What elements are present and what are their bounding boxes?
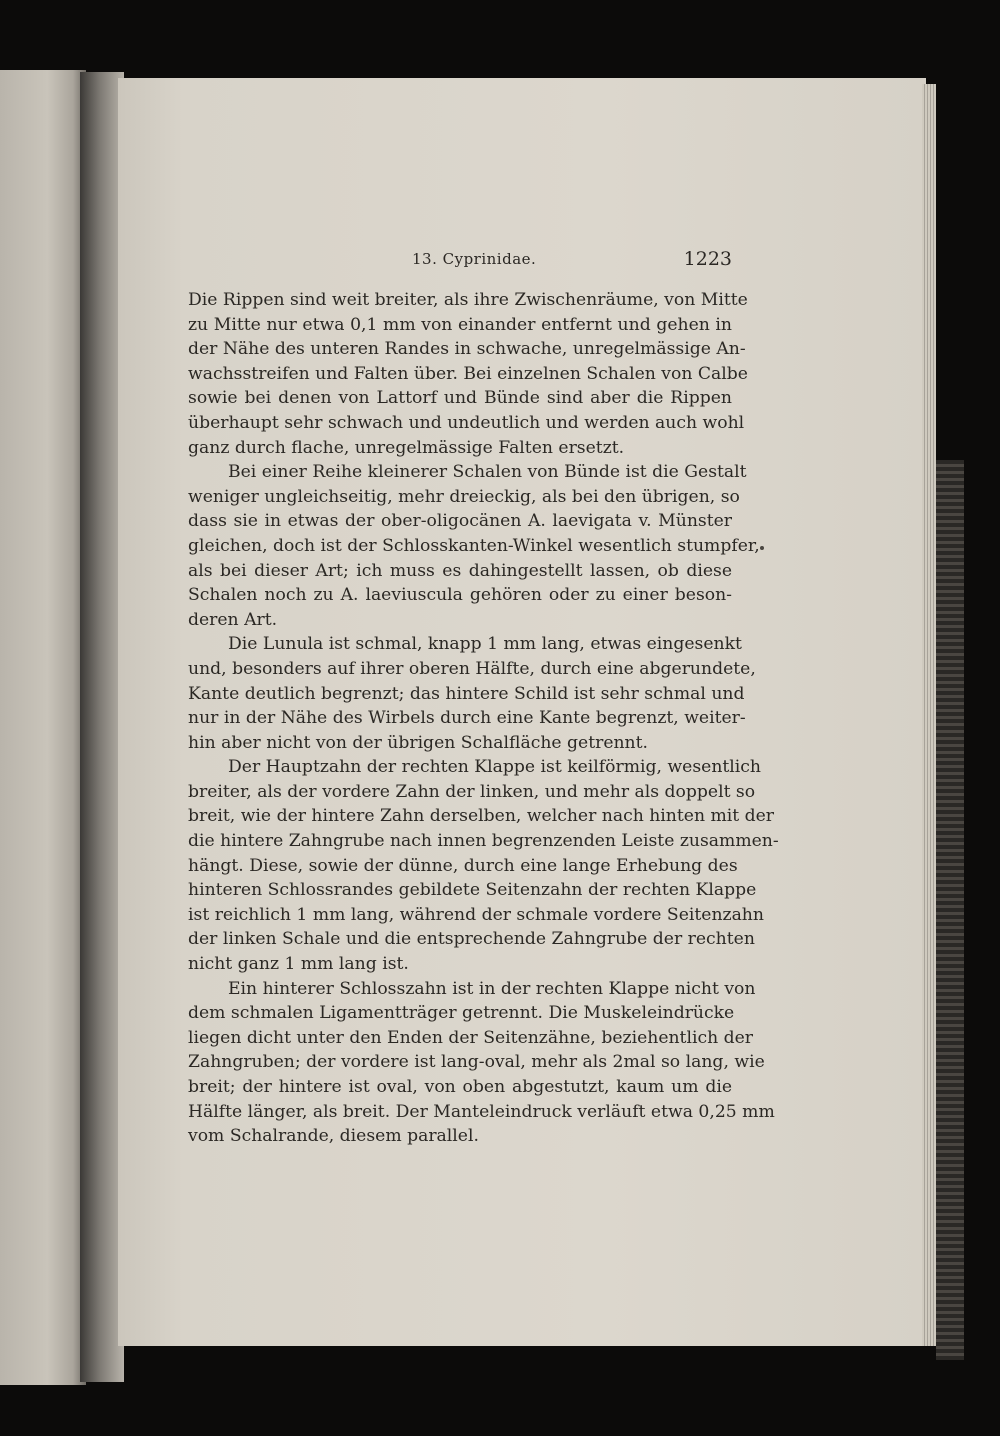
text-line: der Nähe des unteren Randes in schwache, unregelmässige An- xyxy=(188,339,746,360)
text-line: vom Schalrande, diesem parallel. xyxy=(188,1126,479,1147)
text-line: überhaupt sehr schwach und undeutlich und werden auch wohl xyxy=(188,412,745,433)
text-line: Zahngruben; der vordere ist lang-oval, mehr als 2mal so lang, wie xyxy=(188,1052,765,1073)
text-line: weniger ungleichseitig, mehr dreieckig, als bei den übrigen, so xyxy=(188,486,740,507)
text-line: nicht ganz 1 mm lang ist. xyxy=(188,954,409,975)
text-line: sowie bei denen von Lattorf und Bünde sind aber die Rippen xyxy=(188,388,732,409)
text-line: ist reichlich 1 mm lang, während der schmale vordere Seitenzahn xyxy=(188,904,764,925)
text-line: Der Hauptzahn der rechten Klappe ist keilförmig, wesentlich xyxy=(228,757,761,778)
body-text xyxy=(188,288,779,1149)
page-number: 1223 xyxy=(683,248,732,270)
text-line: Kante deutlich begrenzt; das hintere Schild ist sehr schmal und xyxy=(188,683,745,704)
text-line: deren Art. xyxy=(188,609,278,630)
text-line: Bei einer Reihe kleinerer Schalen von Bünde ist die Gestalt xyxy=(228,462,747,483)
text-line: breit; der hintere ist oval, von oben abgestutzt, kaum um die xyxy=(188,1077,732,1097)
text-line: als bei dieser Art; ich muss es dahingestellt lassen, ob diese xyxy=(188,560,732,581)
left-page-edge xyxy=(0,70,86,1385)
text-line: liegen dicht unter den Enden der Seitenzähne, beziehentlich der xyxy=(188,1027,754,1048)
section-title: 13. Cyprinidae. xyxy=(412,250,537,268)
text-line: zu Mitte nur etwa 0,1 mm von einander entfernt und gehen in xyxy=(188,314,732,335)
text-line: hin aber nicht von der übrigen Schalfläche getrennt. xyxy=(188,732,649,753)
text-line: die hintere Zahngrube nach innen begrenzenden Leiste zusammen- xyxy=(188,831,779,852)
text-line: hinteren Schlossrandes gebildete Seitenzahn der rechten Klappe xyxy=(188,880,757,901)
text-line: Die Rippen sind weit breiter, als ihre Zwischenräume, von Mitte xyxy=(188,290,748,310)
text-line: ganz durch flache, unregelmässige Falten ersetzt. xyxy=(188,437,625,458)
margin-speck xyxy=(760,546,764,550)
text-line: Schalen noch zu A. laeviuscula gehören oder zu einer beson- xyxy=(188,585,732,606)
text-line: hängt. Diese, sowie der dünne, durch eine lange Erhebung des xyxy=(188,855,738,876)
text-line: Ein hinterer Schlosszahn ist in der rechten Klappe nicht von xyxy=(228,978,756,999)
text-line: und, besonders auf ihrer oberen Hälfte, durch eine abgerundete, xyxy=(188,658,756,679)
text-line: breit, wie der hintere Zahn derselben, welcher nach hinten mit der xyxy=(188,806,775,827)
text-line: wachsstreifen und Falten über. Bei einzelnen Schalen von Calbe xyxy=(188,363,748,384)
text-line: dass sie in etwas der ober-oligocänen A. laevigata v. Münster xyxy=(188,511,732,532)
running-header xyxy=(188,248,732,278)
text-line: Hälfte länger, als breit. Der Manteleindruck verläuft etwa 0,25 mm xyxy=(188,1101,775,1122)
page-stack-edge xyxy=(922,84,936,1346)
text-line: breiter, als der vordere Zahn der linken, und mehr als doppelt so xyxy=(188,781,756,802)
text-line: gleichen, doch ist der Schlosskanten-Winkel wesentlich stumpfer, xyxy=(188,535,760,556)
text-line: nur in der Nähe des Wirbels durch eine Kante begrenzt, weiter- xyxy=(188,708,746,729)
text-line: dem schmalen Ligamentträger getrennt. Die Muskeleindrücke xyxy=(188,1003,735,1024)
text-line: der linken Schale und die entsprechende Zahngrube der rechten xyxy=(188,929,755,950)
text-line: Die Lunula ist schmal, knapp 1 mm lang, etwas eingesenkt xyxy=(228,634,742,655)
book-cover-edge xyxy=(936,460,964,1360)
